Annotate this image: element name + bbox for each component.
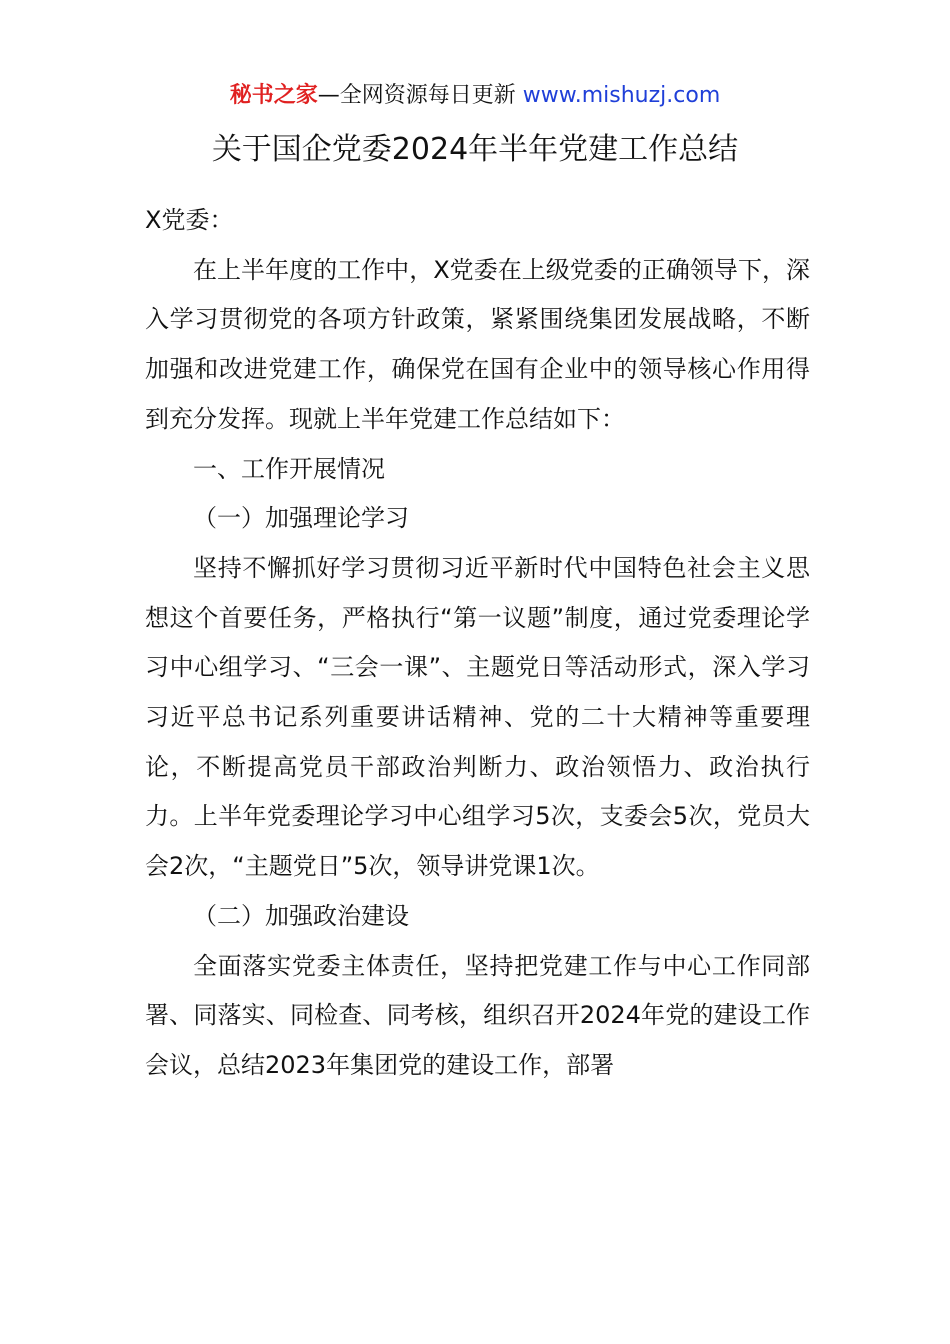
document-body [145,196,810,1091]
site-tagline: —全网资源每日更新 [317,83,523,108]
subsection-paragraph-1: 坚持不懈抓好学习贯彻习近平新时代中国特色社会主义思想这个首要任务，严格执行“第一议题”制度，通过党委理论学习中心组学习、“三会一课”、主题党日等活动形式，深入学习习近平总书记系列重要讲话精神、党的二十大精神等重要理论，不断提高党员干部政治判断力、政治领悟力、政治执行力。上半年党委理论学习中心组学习5次，支委会5次，党员大会2次，“主题党日”5次，领导讲党课1次。 [145,553,810,881]
subsection-heading-1: （一）加强理论学习 [193,504,409,533]
intro-paragraph: 在上半年度的工作中，X党委在上级党委的正确领导下，深入学习贯彻党的各项方针政策，紧紧围绕集团发展战略，不断加强和改进党建工作，确保党在国有企业中的领导核心作用得到充分发挥。现就上半年党建工作总结如下： [145,255,810,433]
site-url-link[interactable]: www.mishuzj.com [522,83,721,108]
section-heading-1: 一、工作开展情况 [193,454,385,483]
subsection-heading-2: （二）加强政治建设 [193,901,409,930]
document-title: 关于国企党委2024年半年党建工作总结 [211,132,739,167]
subsection-paragraph-2: 全面落实党委主体责任，坚持把党建工作与中心工作同部署、同落实、同检查、同考核，组织召开2024年党的建设工作会议，总结2023年集团党的建设工作，部署 [145,951,810,1079]
site-header [0,80,950,112]
salutation: X党委： [145,206,234,234]
site-brand: 秘书之家 [229,83,318,108]
